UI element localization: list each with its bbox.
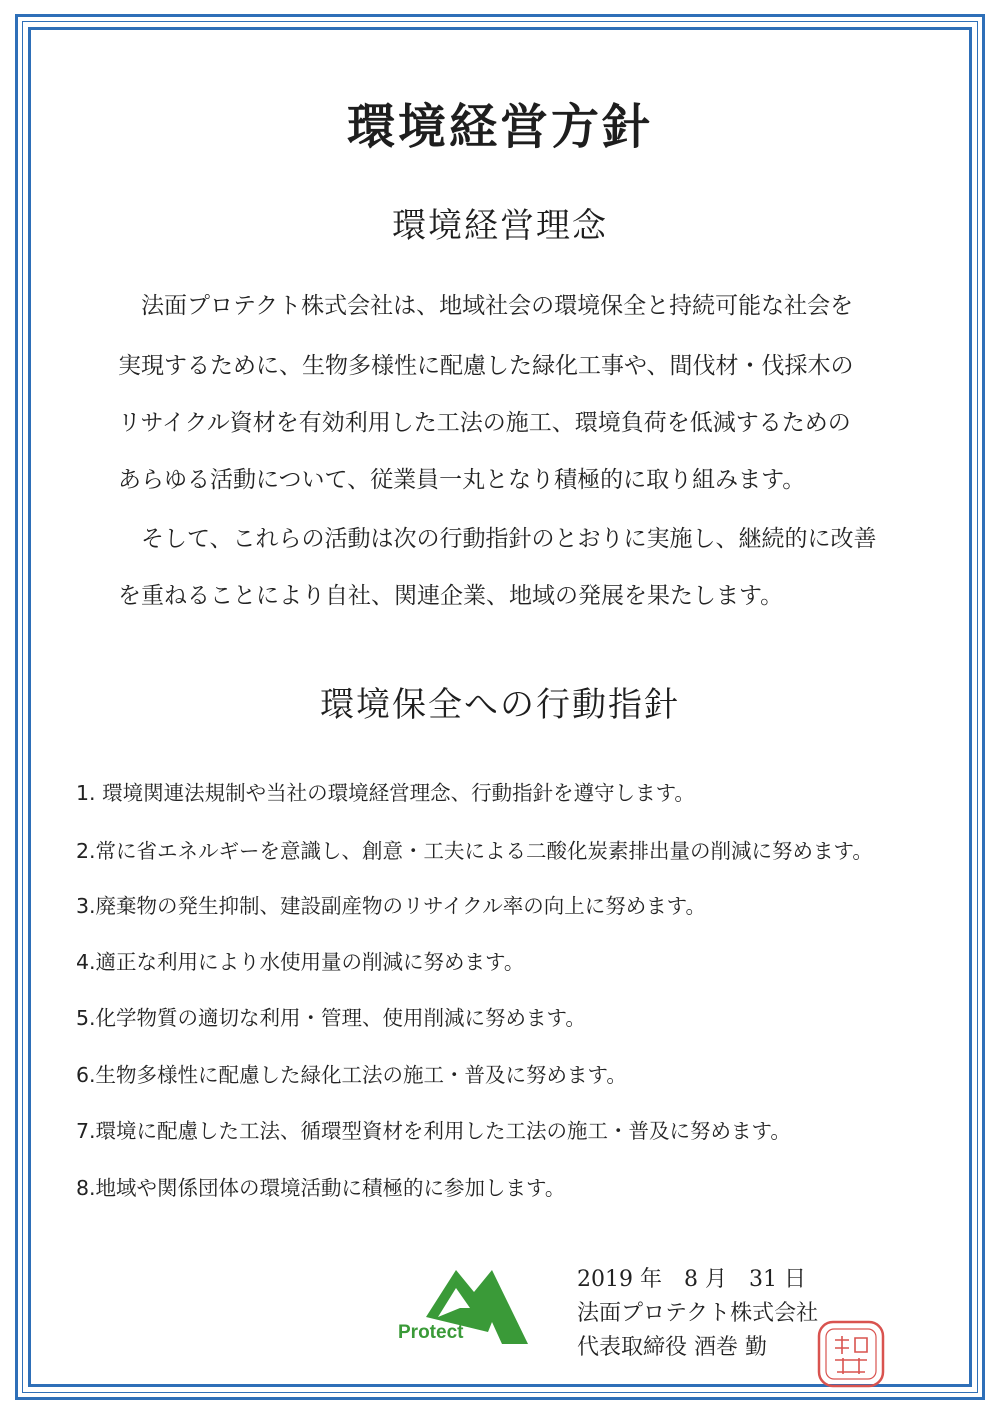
guideline-item: 1. 環境関連法規制や当社の環境経営理念、行動指針を遵守します。 — [76, 781, 695, 805]
guideline-item: 5.化学物質の適切な利用・管理、使用削減に努めます。 — [76, 1006, 586, 1030]
logo-text: Protect — [398, 1322, 464, 1343]
signature-date: 2019 年 8 月 31 日 — [577, 1267, 806, 1292]
guidelines-heading: 環境保全への行動指針 — [320, 685, 680, 725]
philosophy-line: 実現するために、生物多様性に配慮した緑化工事や、間伐材・伐採木の — [118, 353, 854, 379]
philosophy-line: リサイクル資材を有効利用した工法の施工、環境負荷を低減するための — [118, 410, 851, 436]
guideline-item: 2.常に省エネルギーを意識し、創意・工夫による二酸化炭素排出量の削減に努めます。 — [76, 839, 873, 863]
company-seal-icon — [815, 1318, 887, 1390]
document-title: 環境経営方針 — [346, 99, 653, 155]
signature-company: 法面プロテクト株式会社 — [577, 1301, 819, 1326]
philosophy-line: を重ねることにより自社、関連企業、地域の発展を果たします。 — [118, 583, 784, 609]
philosophy-heading: 環境経営理念 — [392, 206, 608, 246]
guideline-item: 8.地域や関係団体の環境活動に積極的に参加します。 — [76, 1176, 566, 1200]
guideline-item: 7.環境に配慮した工法、循環型資材を利用した工法の施工・普及に努めます。 — [76, 1119, 791, 1143]
signature-representative: 代表取締役 酒巻 勤 — [577, 1335, 767, 1360]
guideline-item: 4.適正な利用により水使用量の削減に努めます。 — [76, 950, 525, 974]
guideline-item: 6.生物多様性に配慮した緑化工法の施工・普及に努めます。 — [76, 1063, 627, 1087]
philosophy-line: 法面プロテクト株式会社は、地域社会の環境保全と持続可能な社会を — [118, 293, 854, 319]
philosophy-line: そして、これらの活動は次の行動指針のとおりに実施し、継続的に改善 — [118, 526, 877, 552]
guideline-item: 3.廃棄物の発生抑制、建設副産物のリサイクル率の向上に努めます。 — [76, 894, 707, 918]
philosophy-line: あらゆる活動について、従業員一丸となり積極的に取り組みます。 — [118, 467, 806, 493]
